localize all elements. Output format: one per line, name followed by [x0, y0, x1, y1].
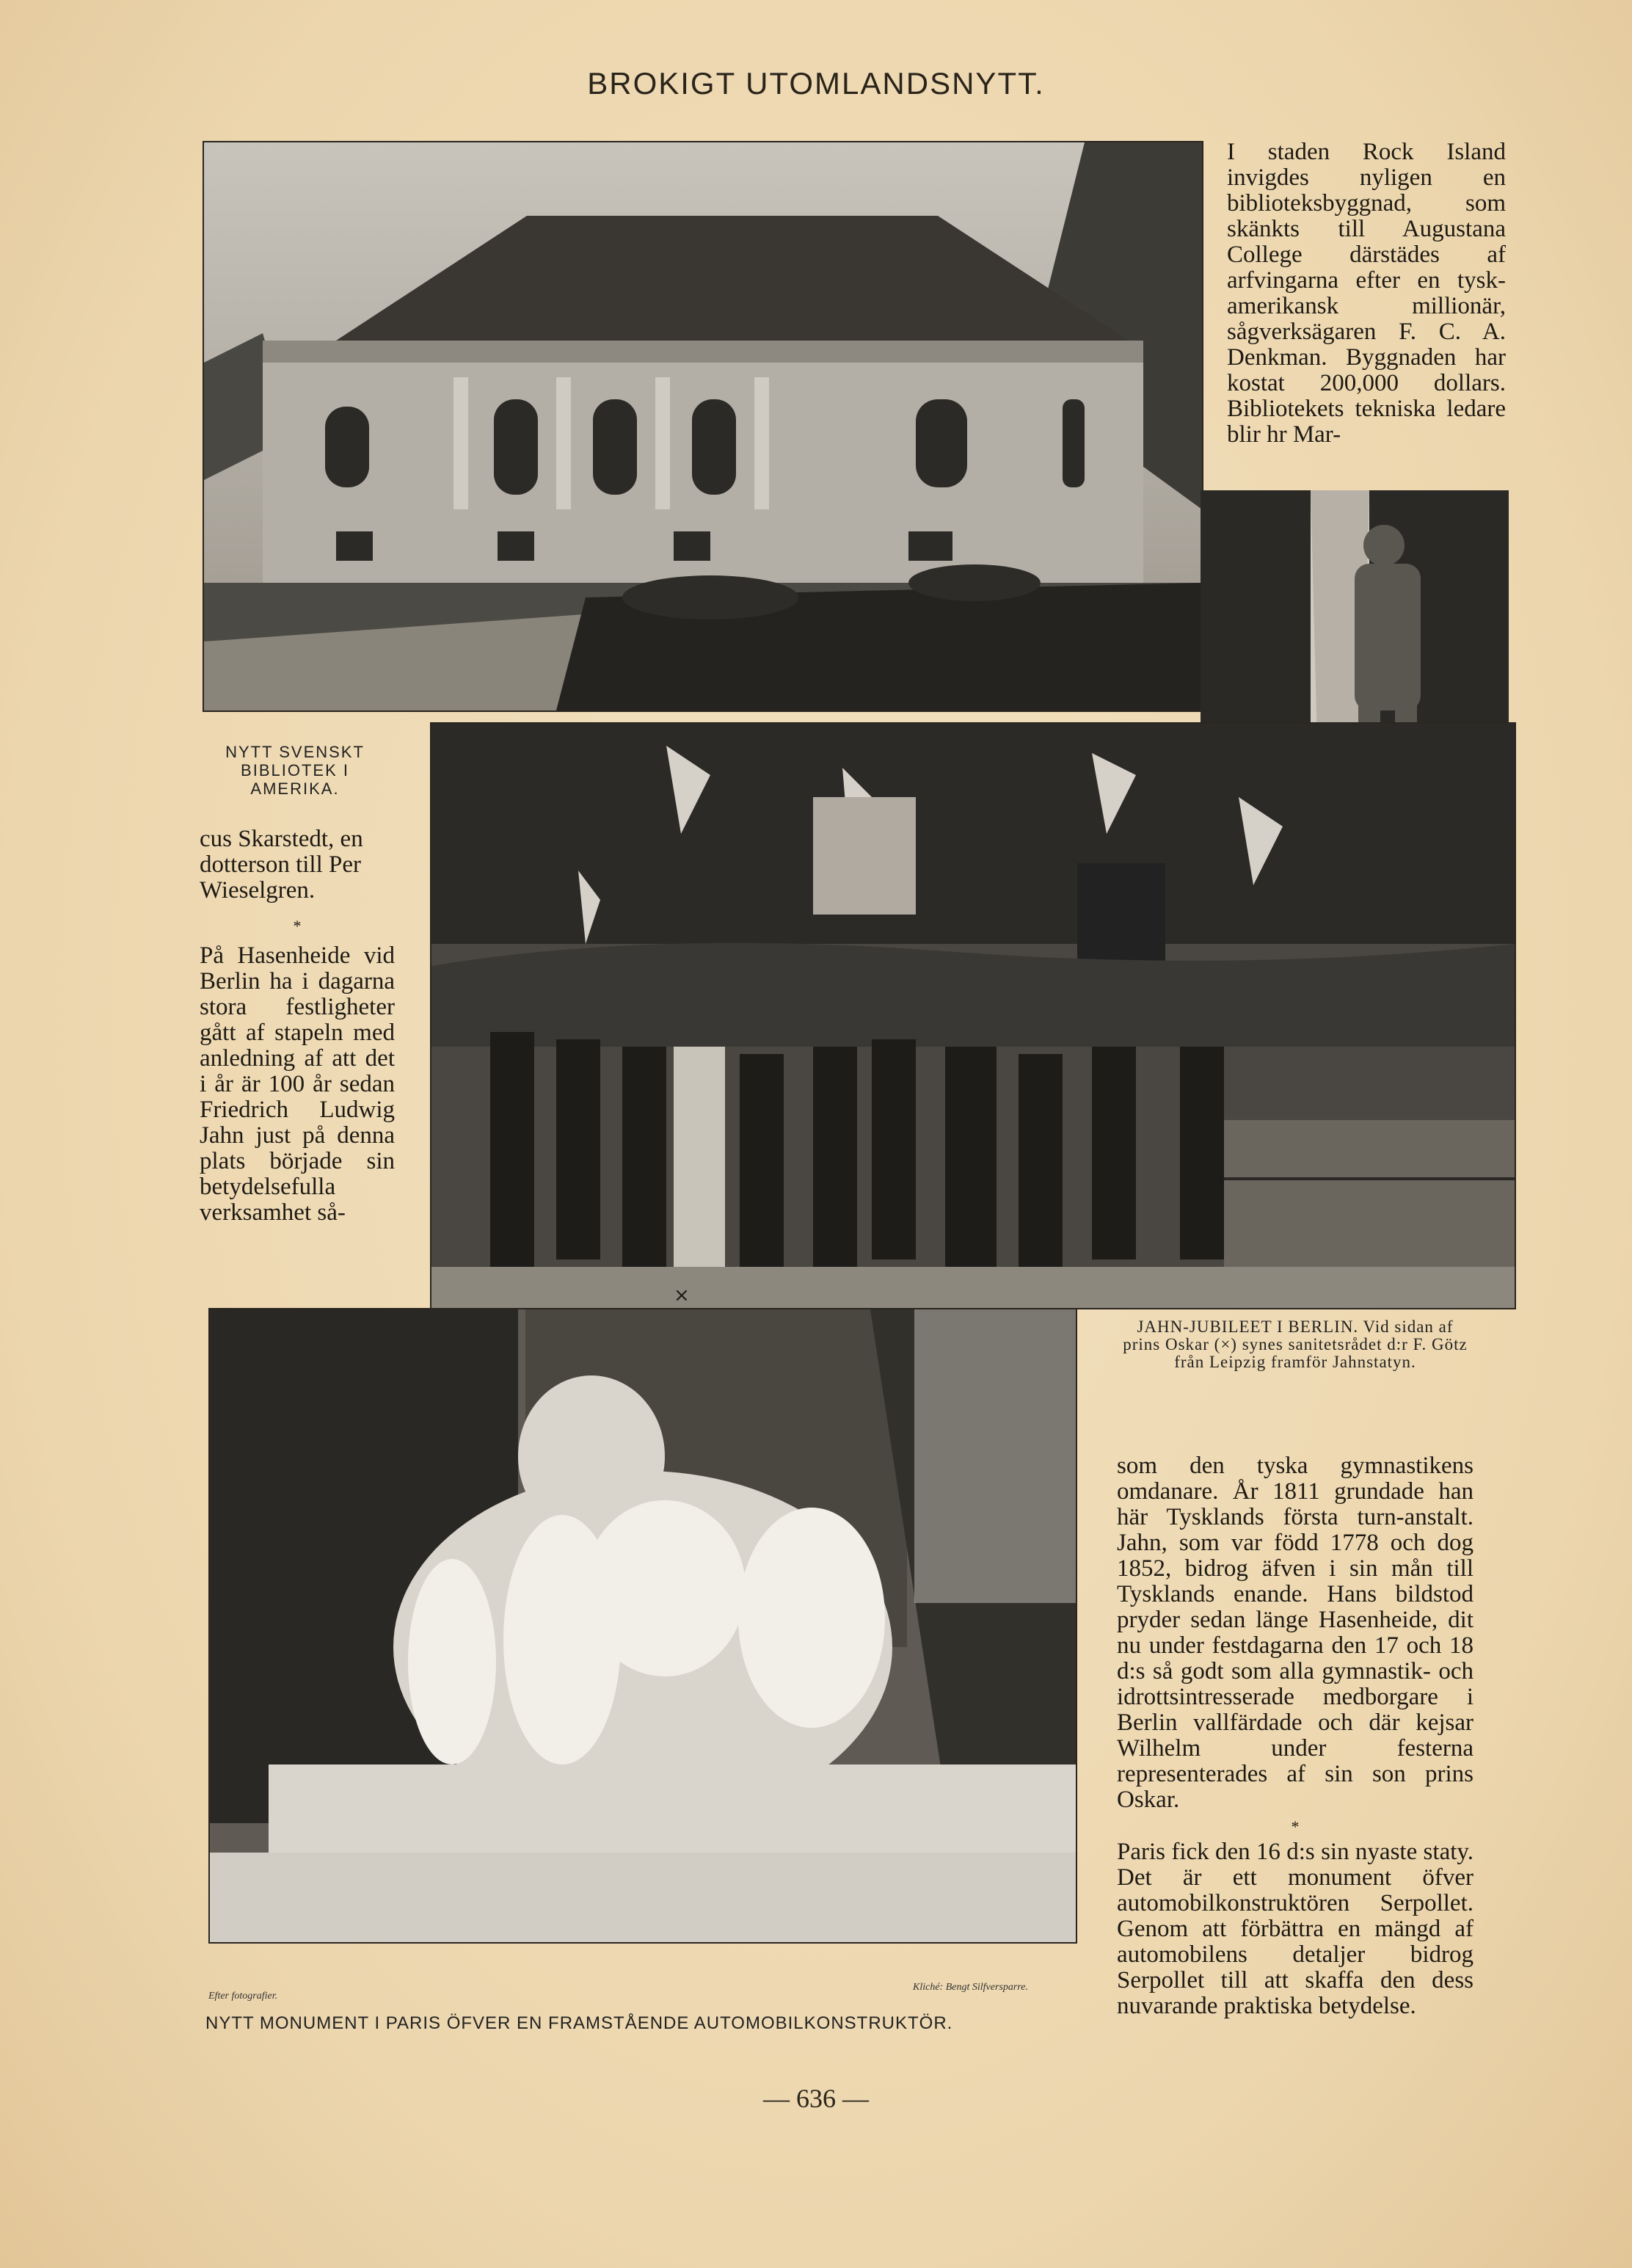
separator-star: *	[293, 917, 302, 935]
paris-monument-photo	[208, 1308, 1077, 1944]
library-article	[1227, 139, 1506, 448]
jahn-jubilee-crowd-image	[431, 724, 1515, 1308]
jahn-caption: JAHN-JUBILEET I BERLIN. Vid sidan af prins Oskar (×) synes sanitetsrådet d:r F. Götz från Leipzig framför Jahnstatyn.	[1123, 1317, 1468, 1371]
jahn-continuation: som den tyska gymnastikens omdanare. År 1811 grundade han här Tysklands första turn-anstalt. Jahn, som var född 1778 och dog 1852, bidrog äfven i sin mån till Tysklands enande. Hans bildstod pryder sedan länge Hasenheide, dit nu under festdagarna den 17 och 18 d:s så godt som alla gymnastik- och idrottsintresserade medborgare i Berlin vallfärdade och där kejsar Wilhelm under festerna representerades af sin son prins Oskar.	[1117, 1453, 1473, 1813]
jahn-jubilee-photo	[430, 722, 1516, 1309]
right-column	[1117, 1453, 1473, 2019]
separator-star-2: *	[1291, 1817, 1300, 1836]
jahn-text: På Hasenheide vid Berlin ha i dagarna stora festligheter gått af stapeln med anledning af att det i år är 100 år sedan Friedrich Ludwig Jahn just på denna plats började sin betydelsefulla verksamhet så-	[200, 942, 395, 1226]
library-caption: NYTT SVENSKT BIBLIOTEK I AMERIKA.	[225, 743, 365, 798]
page-number: — 636 —	[763, 2084, 869, 2113]
library-building-image	[204, 142, 1202, 710]
library-photo	[203, 141, 1203, 712]
page-header: BROKIGT UTOMLANDSNYTT.	[587, 66, 1045, 101]
cliche-credit: Kliché: Bengt Silfversparre.	[913, 1982, 1028, 1993]
prince-oskar-marker: ×	[674, 1284, 690, 1306]
left-column	[200, 826, 395, 1226]
library-continuation: cus Skarstedt, en dotterson till Per Wieselgren.	[200, 826, 363, 904]
paris-caption: NYTT MONUMENT I PARIS ÖFVER EN FRAMSTÅENDE AUTOMOBILKONSTRUKTÖR.	[205, 2013, 953, 2033]
photo-credit: Efter fotografier.	[208, 1991, 278, 2002]
paris-text: Paris fick den 16 d:s sin nyaste staty. Det är ett monument öfver automobilkonstruktören Serpollet. Genom att förbättra en mängd af automobilens detaljer bidrog Serpollet till att skaffa den dess nuvarande praktiska betydelse.	[1117, 1839, 1473, 2019]
library-text: I staden Rock Island invigdes nyligen en biblioteksbyggnad, som skänkts till Augustana College därstädes af arfvingarna efter en tysk-amerikansk millionär, sågverksägaren F. C. A. Denkman. Byggnaden har kostat 200,000 dollars. Bibliotekets tekniska ledare blir hr Mar-	[1227, 139, 1506, 448]
serpollet-monument-image	[210, 1309, 1076, 1942]
